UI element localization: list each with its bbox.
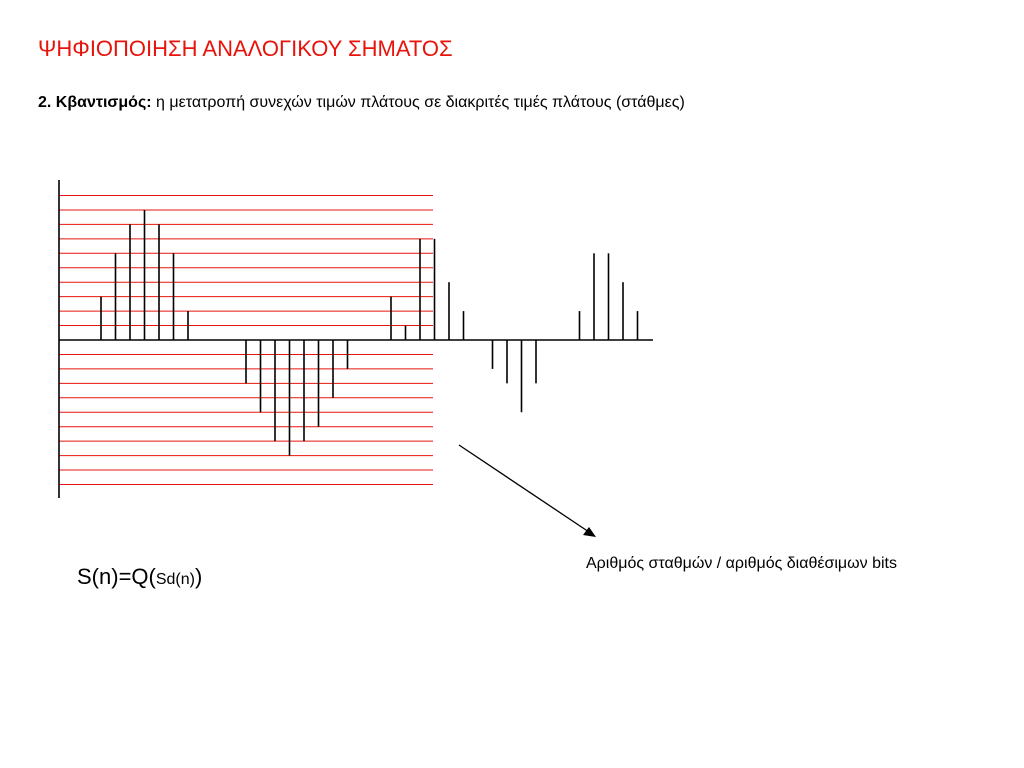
formula-argument: Sd(n) xyxy=(155,571,195,588)
quantization-formula xyxy=(77,564,202,590)
quantized-samples xyxy=(101,210,638,456)
subtitle-heading: 2. Κβαντισμός: xyxy=(38,94,152,111)
pointer-arrow xyxy=(459,445,596,537)
slide-title: ΨΗΦΙΟΠΟΙΗΣΗ ΑΝΑΛΟΓΙΚΟΥ ΣΗΜΑΤΟΣ xyxy=(38,36,453,61)
formula-lhs: S(n) xyxy=(77,564,119,589)
subtitle-text: η μετατροπή συνεχών τιμών πλάτους σε διακριτές τιμές πλάτους (στάθμες) xyxy=(151,94,685,111)
formula-close: ) xyxy=(194,564,203,589)
formula-eq: =Q( xyxy=(118,564,156,589)
levels-bits-label: Αριθμός σταθμών / αριθμός διαθέσιμων bits xyxy=(586,555,897,572)
